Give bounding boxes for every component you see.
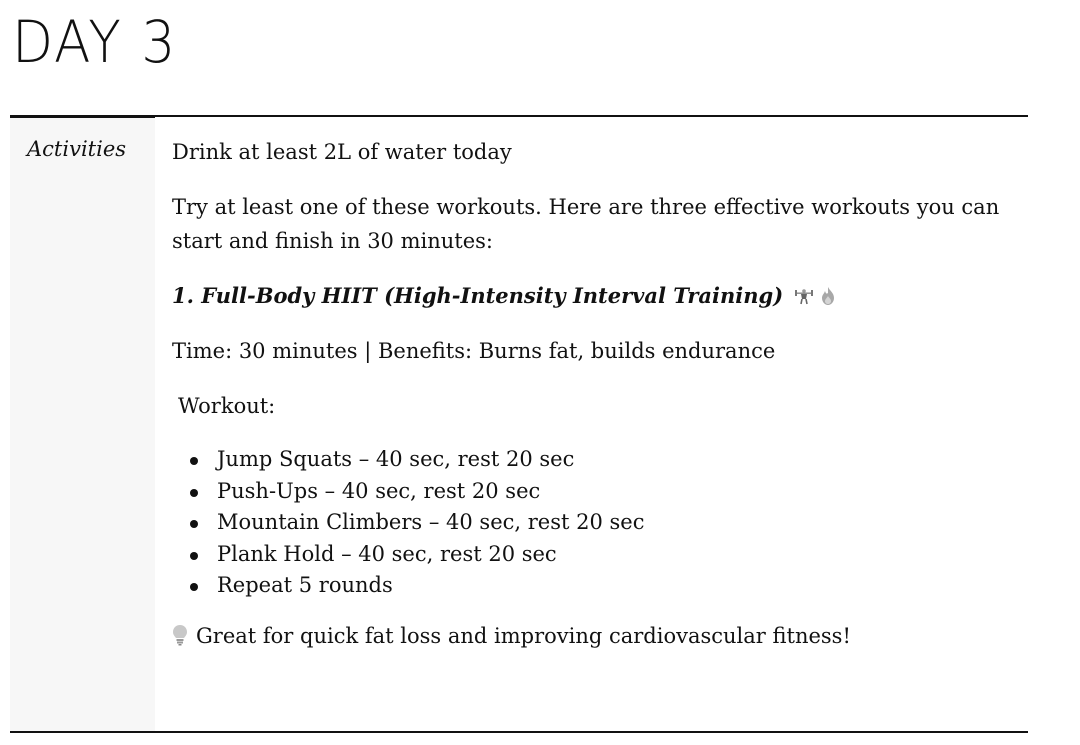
- page-title: DAY 3: [12, 8, 178, 76]
- workout-intro: Try at least one of these workouts. Here are three effective workouts you can start and finish in 30 minutes:: [172, 195, 1000, 253]
- workout-heading: [172, 279, 1017, 313]
- weightlifter-icon: [794, 286, 814, 306]
- label-column: [10, 117, 155, 731]
- row-label-activities: Activities: [27, 137, 127, 161]
- list-item: Plank Hold – 40 sec, rest 20 sec: [217, 539, 1017, 571]
- list-item: Mountain Climbers – 40 sec, rest 20 sec: [217, 507, 1017, 539]
- workout-tip: [172, 619, 1017, 653]
- activities-table: [10, 115, 1028, 733]
- fire-icon: [818, 286, 838, 306]
- water-note: Drink at least 2L of water today: [172, 140, 512, 164]
- activities-content: [172, 135, 1017, 653]
- workout-label: Workout:: [178, 394, 276, 418]
- workout-meta: Time: 30 minutes | Benefits: Burns fat, builds endurance: [172, 339, 776, 363]
- exercise-list: [172, 444, 1017, 602]
- list-item: Jump Squats – 40 sec, rest 20 sec: [217, 444, 1017, 476]
- list-item: Repeat 5 rounds: [217, 570, 1017, 602]
- label-column-divider: [10, 115, 155, 118]
- workout-tip-text: Great for quick fat loss and improving cardiovascular fitness!: [196, 623, 851, 648]
- lightbulb-icon: [172, 624, 188, 646]
- list-item: Push-Ups – 40 sec, rest 20 sec: [217, 476, 1017, 508]
- workout-heading-text: 1. Full-Body HIIT (High-Intensity Interval Training): [172, 283, 784, 308]
